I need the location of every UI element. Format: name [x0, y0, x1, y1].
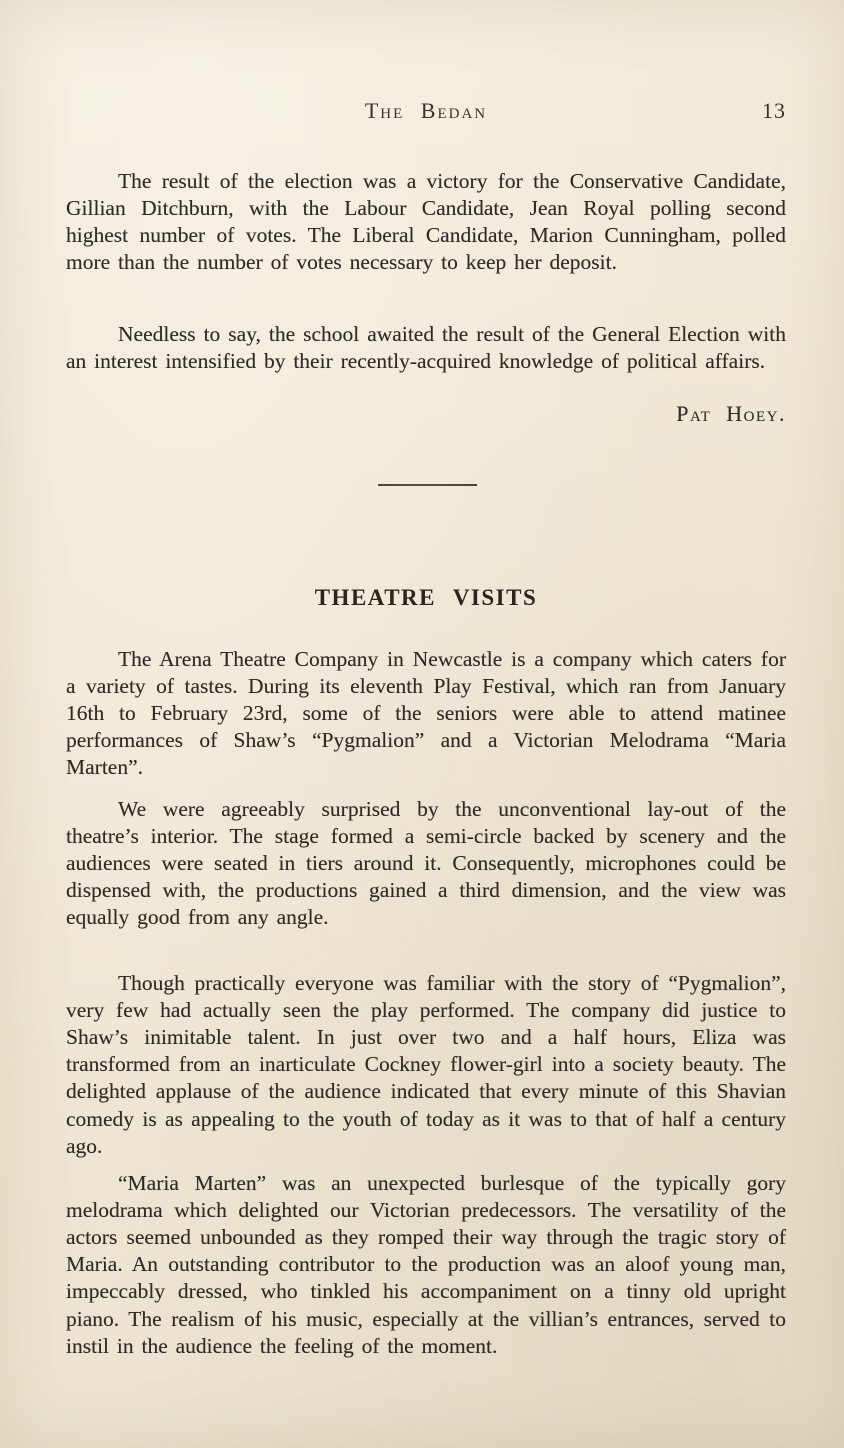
section-divider-rule: [378, 484, 477, 486]
theatre-visits-paragraph-3: Though practically everyone was familiar with the story of “Pygmalion”, very few had actually seen the play performed. The company did justice to Shaw’s inimitable talent. In just over two and a half hours, Eliza was transformed from an inarticulate Cockney flower-girl into a society beauty. The delighted applause of the audience indicated that every minute of this Shavian comedy is as appealing to the youth of today as it was to that of half a century ago.: [66, 970, 786, 1158]
section-heading-theatre-visits: THEATRE VISITS: [314, 585, 538, 611]
election-report-paragraph-2: Needless to say, the school awaited the result of the General Election with an interest intensified by their recently-acquired knowledge of political affairs.: [66, 321, 786, 373]
election-report-paragraph-1: The result of the election was a victory for the Conservative Candidate, Gillian Ditchburn, with the Labour Candidate, Jean Royal polling second highest number of votes. The Liberal Candidate, Marion Cunningham, polled more than the number of votes necessary to keep her deposit.: [66, 168, 786, 275]
author-byline: Pat Hoey.: [676, 401, 786, 426]
theatre-visits-paragraph-1: The Arena Theatre Company in Newcastle is a company which caters for a variety of tastes. During its eleventh Play Festival, which ran from January 16th to February 23rd, some of the seniors were able to attend matinee performances of Shaw’s “Pygmalion” and a Victorian Melodrama “Maria Marten”.: [66, 646, 786, 780]
theatre-visits-paragraph-4: “Maria Marten” was an unexpected burlesque of the typically gory melodrama which delighted our Victorian predecessors. The versatility of the actors seemed unbounded as they romped their way through the tragic story of Maria. An outstanding contributor to the production was an aloof young man, impeccably dressed, who tinkled his accompaniment on a tinny old upright piano. The realism of his music, especially at the villian’s entrances, served to instil in the audience the feeling of the moment.: [66, 1170, 786, 1358]
page-number: 13: [762, 98, 786, 123]
theatre-visits-paragraph-2: We were agreeably surprised by the unconventional lay-out of the theatre’s interior. The stage formed a semi-circle backed by scenery and the audiences were seated in tiers around it. Consequently, microphones could be dispensed with, the productions gained a third dimension, and the view was equally good from any angle.: [66, 796, 786, 930]
running-title: The Bedan: [364, 98, 488, 123]
page-header: [66, 98, 786, 124]
